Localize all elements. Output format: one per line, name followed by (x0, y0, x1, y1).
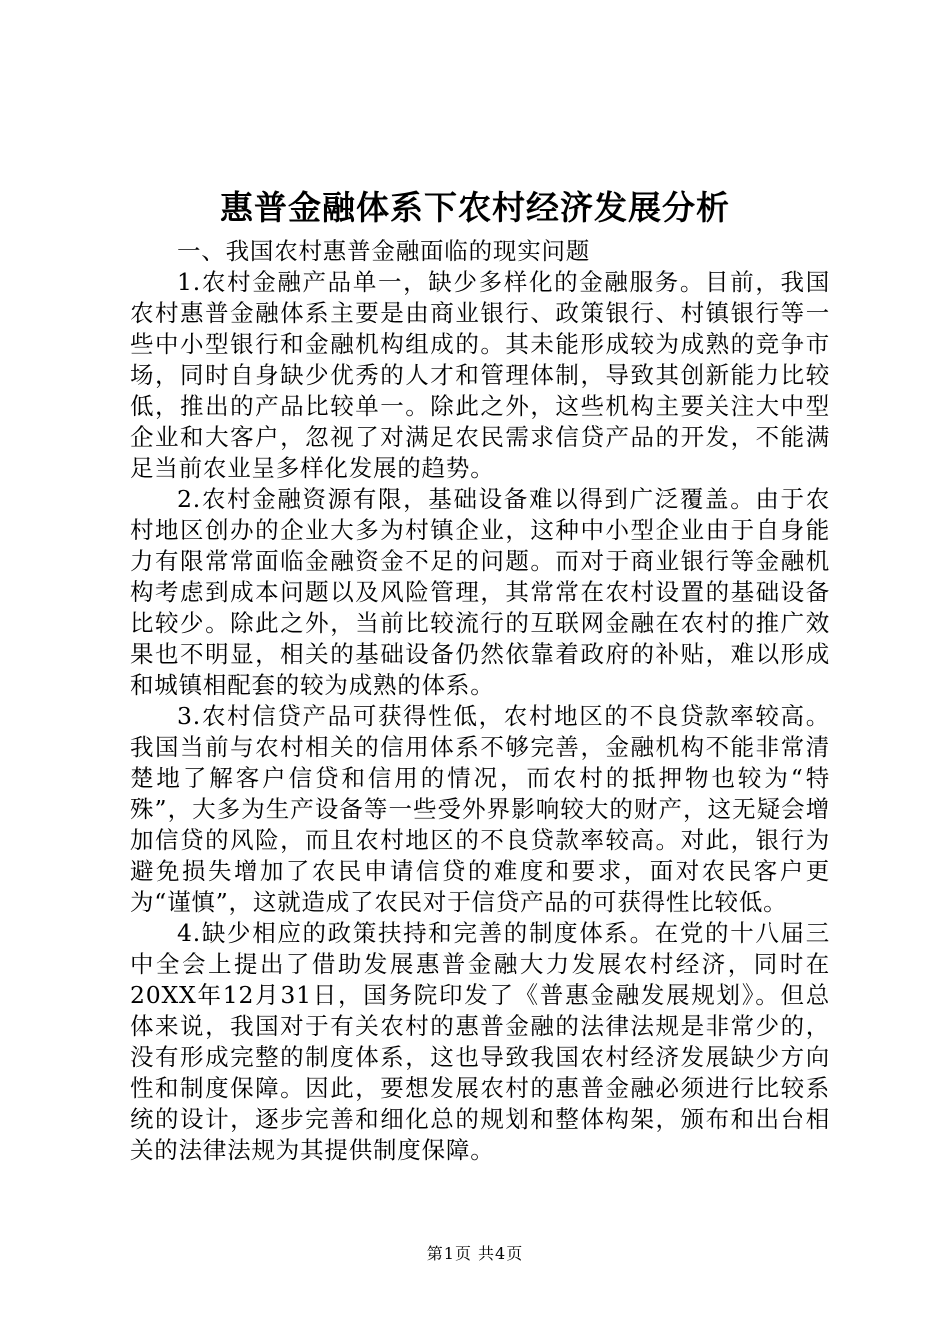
document-body (130, 236, 830, 1166)
paragraph-1: 1.农村金融产品单一，缺少多样化的金融服务。目前，我国农村惠普金融体系主要是由商业银行、政策银行、村镇银行等一些中小型银行和金融机构组成的。其未能形成较为成熟的竞争市场，同时自身缺少优秀的人才和管理体制，导致其创新能力比较低，推出的产品比较单一。除此之外，这些机构主要关注大中型企业和大客户，忽视了对满足农民需求信贷产品的开发，不能满足当前农业呈多样化发展的趋势。 (130, 268, 830, 482)
section-heading: 一、我国农村惠普金融面临的现实问题 (177, 237, 591, 265)
paragraph-3: 3.农村信贷产品可获得性低，农村地区的不良贷款率较高。我国当前与农村相关的信用体系不够完善，金融机构不能非常清楚地了解客户信贷和信用的情况，而农村的抵押物也较为“特殊”，大多为生产设备等一些受外界影响较大的财产，这无疑会增加信贷的风险，而且农村地区的不良贷款率较高。对此，银行为避免损失增加了农民申请信贷的难度和要求，面对农民客户更为“谨慎”，这就造成了农民对于信贷产品的可获得性比较低。 (130, 702, 830, 916)
page-number-footer: 第1页 共4页 (426, 1244, 524, 1263)
paragraph-2: 2.农村金融资源有限，基础设备难以得到广泛覆盖。由于农村地区创办的企业大多为村镇企业，这种中小型企业由于自身能力有限常常面临金融资金不足的问题。而对于商业银行等金融机构考虑到成本问题以及风险管理，其常常在农村设置的基础设备比较少。除此之外，当前比较流行的互联网金融在农村的推广效果也不明显，相关的基础设备仍然依靠着政府的补贴，难以形成和城镇相配套的较为成熟的体系。 (130, 485, 830, 699)
paragraph-4: 4.缺少相应的政策扶持和完善的制度体系。在党的十八届三中全会上提出了借助发展惠普金融大力发展农村经济，同时在20XX年12月31日，国务院印发了《普惠金融发展规划》。但总体来说，我国对于有关农村的惠普金融的法律法规是非常少的，没有形成完整的制度体系，这也导致我国农村经济发展缺少方向性和制度保障。因此，要想发展农村的惠普金融必须进行比较系统的设计，逐步完善和细化总的规划和整体构架，颁布和出台相关的法律法规为其提供制度保障。 (130, 919, 830, 1164)
document-title: 惠普金融体系下农村经济发展分析 (220, 188, 730, 227)
